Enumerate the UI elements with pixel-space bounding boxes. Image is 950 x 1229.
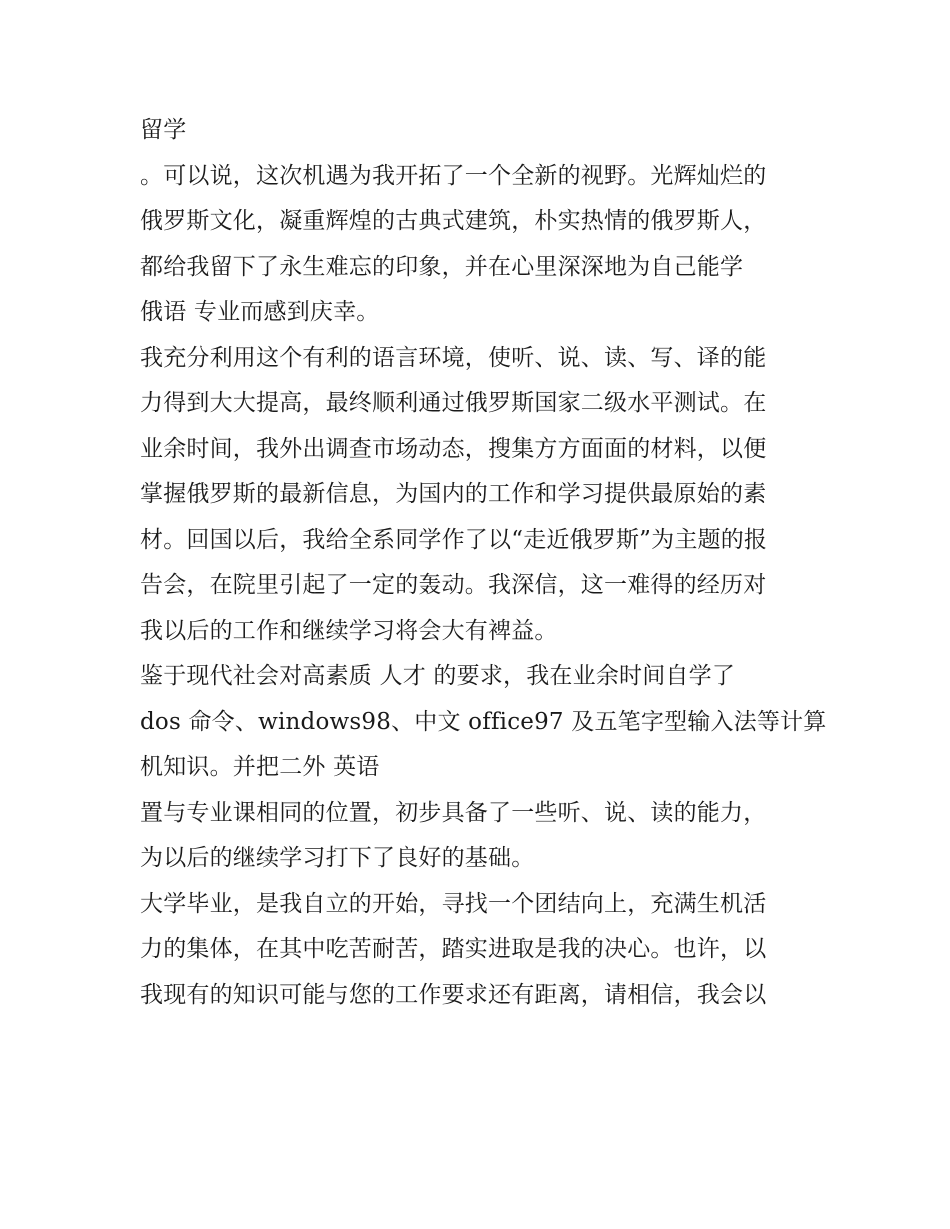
text-line: 我以后的工作和继续学习将会大有裨益。 <box>140 617 558 644</box>
text-line: 为以后的继续学习打下了良好的基础。 <box>140 845 535 871</box>
text-line: 俄语 专业而感到庆幸。 <box>140 299 380 325</box>
text-line: 业余时间，我外出调查市场动态，搜集方方面面的材料，以便 <box>140 435 767 462</box>
text-line: 掌握俄罗斯的最新信息，为国内的工作和学习提供最原始的素 <box>140 481 767 507</box>
text-line: 我充分利用这个有利的语言环境，使听、说、读、写、译的能 <box>140 344 767 371</box>
text-line: 我现有的知识可能与您的工作要求还有距离，请相信，我会以 <box>140 981 767 1008</box>
text-line: 置与专业课相同的位置，初步具备了一些听、说、读的能力， <box>140 799 767 826</box>
text-line: dos 命令、windows98、中文 office97 及五笔字型输入法等计算 <box>140 708 827 735</box>
text-line: 留学 <box>140 117 187 143</box>
text-line: 都给我留下了永生难忘的印象，并在心里深深地为自己能学 <box>140 253 744 280</box>
text-line: 。可以说，这次机遇为我开拓了一个全新的视野。光辉灿烂的 <box>140 162 767 189</box>
text-line: 大学毕业，是我自立的开始，寻找一个团结向上，充满生机活 <box>140 890 767 917</box>
text-line: 力得到大大提高，最终顺利通过俄罗斯国家二级水平测试。在 <box>140 390 767 416</box>
text-line: 机知识。并把二外 英语 <box>140 754 380 780</box>
text-line: 鉴于现代社会对高素质 人才 的要求，我在业余时间自学了 <box>140 663 736 689</box>
text-line: 力的集体，在其中吃苦耐苦，踏实进取是我的决心。也许，以 <box>140 936 767 962</box>
text-line: 俄罗斯文化，凝重辉煌的古典式建筑，朴实热情的俄罗斯人， <box>140 208 767 234</box>
document-body <box>140 108 827 1018</box>
text-line: 告会，在院里引起了一定的轰动。我深信，这一难得的经历对 <box>140 572 767 598</box>
text-line: 材。回国以后，我给全系同学作了以“走近俄罗斯”为主题的报 <box>140 526 768 553</box>
